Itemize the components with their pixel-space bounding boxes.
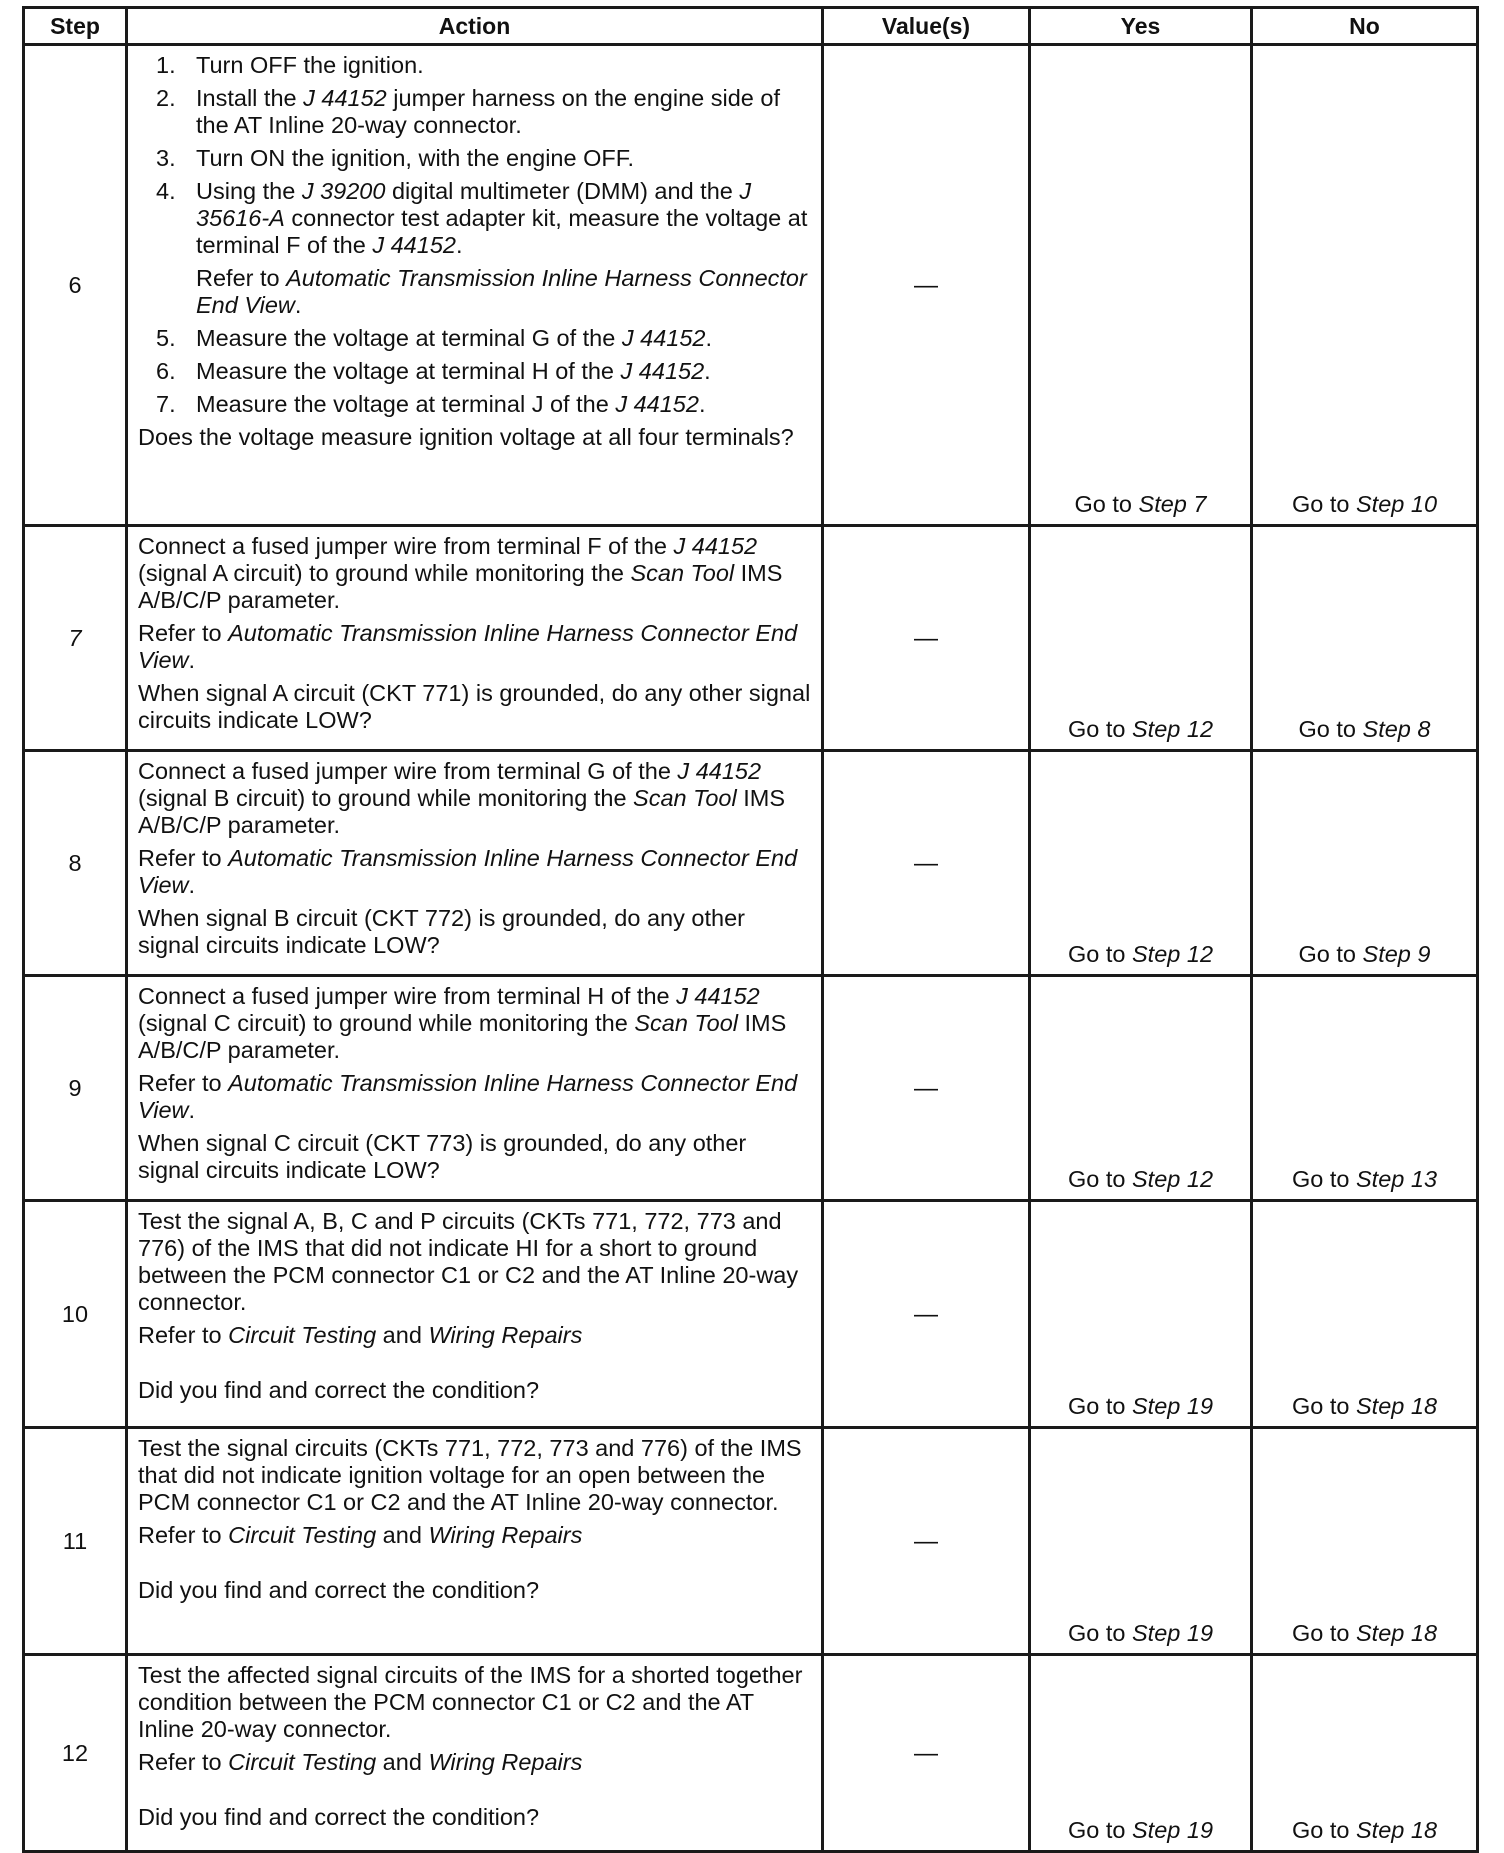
value-cell: — [823, 1655, 1030, 1852]
no-result-emphasis: Step 18 [1356, 1393, 1438, 1419]
action-paragraph-text: Refer to [138, 845, 229, 871]
action-paragraph-text: . [188, 647, 196, 673]
procedure-step-text: . [705, 325, 713, 351]
action-paragraph-emphasis: Circuit Testing [228, 1322, 377, 1348]
no-result [1252, 1201, 1478, 1428]
procedure-step-number: 6. [156, 358, 176, 384]
no-result-emphasis: Step 13 [1356, 1166, 1438, 1192]
action-cell [127, 526, 823, 751]
action-paragraph-text: Refer to [138, 1322, 229, 1348]
action-paragraph-emphasis: Scan Tool [630, 560, 735, 586]
value-cell: — [823, 526, 1030, 751]
no-result-text: Go to [1291, 1620, 1356, 1646]
value-cell: — [823, 1201, 1030, 1428]
no-result-text: Go to [1298, 941, 1363, 967]
header-action: Action [127, 8, 823, 45]
procedure-note-emphasis: Automatic Transmission Inline Harness Connector End View [196, 265, 807, 318]
action-paragraph-emphasis: Circuit Testing [228, 1749, 377, 1775]
action-paragraph-emphasis: Automatic Transmission Inline Harness Connector End View [138, 1070, 798, 1123]
yes-result [1030, 1428, 1252, 1655]
no-result-text: Go to [1298, 716, 1363, 742]
header-row [24, 8, 1478, 45]
action-paragraph-text: When signal A circuit (CKT 771) is grounded, do any other signal circuits indicate LOW? [138, 680, 811, 733]
procedure-step-text: Install the [196, 85, 304, 111]
procedure-step-emphasis: J 44152 [621, 325, 706, 351]
table-body [24, 45, 1478, 1852]
value-cell: — [823, 45, 1030, 526]
procedure-note-text: Refer to [196, 265, 287, 291]
procedure-step-text: . [455, 232, 463, 258]
action-cell [127, 1201, 823, 1428]
action-paragraph-text: Refer to [138, 1070, 229, 1096]
action-paragraph-emphasis: J 44152 [676, 983, 760, 1009]
action-paragraph [138, 1577, 811, 1604]
procedure-step [138, 52, 811, 79]
action-paragraph [138, 1070, 811, 1124]
yes-result [1030, 526, 1252, 751]
procedure-step-emphasis: J 35616-A [196, 178, 752, 231]
diagnostic-table [22, 6, 1479, 1853]
header-step: Step [24, 8, 127, 45]
procedure-step-emphasis: J 44152 [620, 358, 705, 384]
action-paragraph [138, 424, 811, 451]
yes-result-text: Go to [1067, 1817, 1132, 1843]
action-paragraph-text: (signal C circuit) to ground while monitoring the [138, 1010, 635, 1036]
procedure-step-emphasis: J 39200 [301, 178, 386, 204]
action-paragraph-text: Did you find and correct the condition? [138, 1577, 540, 1603]
yes-result [1030, 976, 1252, 1201]
action-paragraph [138, 533, 811, 614]
no-result-text: Go to [1291, 1393, 1356, 1419]
action-paragraph-emphasis: Scan Tool [634, 1010, 738, 1036]
procedure-note [196, 265, 811, 319]
action-paragraph-text: and [376, 1322, 429, 1348]
table-row [24, 751, 1478, 976]
header-no: No [1252, 8, 1478, 45]
procedure-step-text: connector test adapter kit, measure the voltage at terminal F of the [196, 205, 808, 258]
action-cell [127, 1428, 823, 1655]
procedure-step-text: . [698, 391, 706, 417]
procedure-step-text: digital multimeter (DMM) and the [385, 178, 740, 204]
value-cell: — [823, 751, 1030, 976]
action-paragraph-text: Test the signal A, B, C and P circuits (CKTs 771, 772, 773 and 776) of the IMS that did not indicate HI for a short to ground between the PCM connector C1 or C2 and the AT Inline 20-way connector. [138, 1208, 799, 1315]
action-paragraph-text: Does the voltage measure ignition voltage at all four terminals? [138, 424, 794, 450]
action-paragraph [138, 680, 811, 734]
action-cell [127, 1655, 823, 1852]
action-paragraph-text: Test the affected signal circuits of the IMS for a shorted together condition between the PCM connector C1 or C2 and the AT Inline 20-way connector. [138, 1662, 803, 1742]
action-paragraph-emphasis: Wiring Repairs [428, 1322, 583, 1348]
action-paragraph-text: IMS A/B/C/P parameter. [138, 785, 786, 838]
action-paragraph-emphasis: J 44152 [673, 533, 758, 559]
action-paragraph-text: Refer to [138, 1749, 229, 1775]
spacer [138, 1555, 811, 1577]
no-result-emphasis: Step 9 [1362, 941, 1431, 967]
procedure-step-number: 7. [156, 391, 176, 417]
procedure-step-emphasis: J 44152 [303, 85, 387, 111]
action-paragraph-text: Connect a fused jumper wire from terminal G of the [138, 758, 678, 784]
no-result-emphasis: Step 18 [1356, 1620, 1438, 1646]
procedure-step-number: 1. [156, 52, 176, 78]
action-paragraph [138, 758, 811, 839]
procedure-step [138, 178, 811, 259]
step-number: 9 [24, 976, 127, 1201]
yes-result-emphasis: Step 7 [1138, 491, 1207, 517]
value-cell: — [823, 976, 1030, 1201]
procedure-step-number: 2. [156, 85, 176, 111]
procedure-step-text: Turn OFF the ignition. [196, 52, 424, 78]
procedure-step [138, 358, 811, 385]
value-cell: — [823, 1428, 1030, 1655]
action-paragraph-text: . [188, 1097, 196, 1123]
yes-result-emphasis: Step 19 [1132, 1817, 1214, 1843]
action-paragraph [138, 1322, 811, 1349]
action-paragraph-emphasis: Automatic Transmission Inline Harness Connector End View [138, 845, 798, 898]
action-cell [127, 45, 823, 526]
procedure-step-text: Measure the voltage at terminal J of the [196, 391, 616, 417]
no-result-emphasis: Step 10 [1356, 491, 1438, 517]
no-result-emphasis: Step 8 [1362, 716, 1431, 742]
action-paragraph-text: (signal B circuit) to ground while monitoring the [138, 785, 634, 811]
action-paragraph-text: and [376, 1749, 429, 1775]
table-row [24, 1655, 1478, 1852]
yes-result [1030, 1655, 1252, 1852]
action-paragraph-emphasis: Scan Tool [633, 785, 737, 811]
action-paragraph-text: (signal A circuit) to ground while monitoring the [138, 560, 631, 586]
yes-result-text: Go to [1067, 716, 1132, 742]
action-paragraph [138, 1208, 811, 1316]
spacer [138, 1782, 811, 1804]
no-result [1252, 1655, 1478, 1852]
yes-result-emphasis: Step 19 [1132, 1393, 1214, 1419]
procedure-note-text: . [294, 292, 302, 318]
procedure-step-number: 4. [156, 178, 176, 204]
action-paragraph [138, 905, 811, 959]
no-result [1252, 45, 1478, 526]
action-paragraph-emphasis: Automatic Transmission Inline Harness Connector End View [138, 620, 798, 673]
no-result [1252, 526, 1478, 751]
procedure-step-text: . [704, 358, 711, 384]
action-paragraph [138, 1435, 811, 1516]
action-cell [127, 976, 823, 1201]
action-paragraph-text: IMS A/B/C/P parameter. [138, 1010, 787, 1063]
yes-result-emphasis: Step 12 [1132, 941, 1214, 967]
action-paragraph-emphasis: J 44152 [677, 758, 762, 784]
action-paragraph-emphasis: Wiring Repairs [428, 1522, 583, 1548]
procedure-step-number: 3. [156, 145, 176, 171]
action-paragraph [138, 1522, 811, 1549]
step-number: 8 [24, 751, 127, 976]
action-paragraph [138, 983, 811, 1064]
procedure-step [138, 325, 811, 352]
no-result-text: Go to [1291, 1166, 1356, 1192]
yes-result-text: Go to [1067, 1393, 1132, 1419]
no-result-text: Go to [1291, 491, 1356, 517]
yes-result-text: Go to [1067, 941, 1132, 967]
yes-result [1030, 45, 1252, 526]
table-row [24, 1201, 1478, 1428]
action-paragraph-text: Test the signal circuits (CKTs 771, 772, 773 and 776) of the IMS that did not indicate ignition voltage for an open between the PCM connector C1 or C2 and the AT Inline 20-way connector. [138, 1435, 802, 1515]
diagnostic-table-page [22, 6, 1476, 1853]
header-yes: Yes [1030, 8, 1252, 45]
yes-result-emphasis: Step 12 [1132, 716, 1214, 742]
action-paragraph-emphasis: Circuit Testing [228, 1522, 377, 1548]
table-row [24, 976, 1478, 1201]
action-paragraph-text: Refer to [138, 620, 229, 646]
action-cell [127, 751, 823, 976]
action-paragraph [138, 1130, 811, 1184]
no-result [1252, 976, 1478, 1201]
procedure-step-text: Measure the voltage at terminal G of the [196, 325, 622, 351]
action-paragraph [138, 1749, 811, 1776]
procedure-list [138, 52, 811, 418]
procedure-step-emphasis: J 44152 [372, 232, 456, 258]
action-paragraph [138, 620, 811, 674]
yes-result-emphasis: Step 19 [1132, 1620, 1214, 1646]
procedure-step [138, 391, 811, 418]
procedure-step-text: jumper harness on the engine side of the AT Inline 20-way connector. [196, 85, 780, 138]
procedure-step-text: Measure the voltage at terminal H of the [196, 358, 621, 384]
procedure-step [138, 85, 811, 139]
step-number: 12 [24, 1655, 127, 1852]
yes-result [1030, 751, 1252, 976]
no-result [1252, 751, 1478, 976]
action-paragraph-text: IMS A/B/C/P parameter. [138, 560, 783, 613]
procedure-step-emphasis: J 44152 [615, 391, 699, 417]
yes-result [1030, 1201, 1252, 1428]
step-number: 7 [24, 526, 127, 751]
no-result [1252, 1428, 1478, 1655]
procedure-step [138, 145, 811, 172]
action-paragraph-emphasis: Wiring Repairs [428, 1749, 583, 1775]
spacer [138, 1355, 811, 1377]
action-paragraph-text: . [188, 872, 196, 898]
action-paragraph-text: and [376, 1522, 429, 1548]
step-number: 10 [24, 1201, 127, 1428]
action-paragraph-text: Did you find and correct the condition? [138, 1377, 540, 1403]
table-row [24, 45, 1478, 526]
action-paragraph-text: When signal B circuit (CKT 772) is grounded, do any other signal circuits indicate LOW? [138, 905, 745, 958]
action-paragraph [138, 845, 811, 899]
procedure-step-number: 5. [156, 325, 176, 351]
header-values: Value(s) [823, 8, 1030, 45]
table-row [24, 1428, 1478, 1655]
action-paragraph-text: Connect a fused jumper wire from terminal F of the [138, 533, 674, 559]
action-paragraph [138, 1662, 811, 1743]
action-paragraph-text: Refer to [138, 1522, 229, 1548]
action-paragraph-text: Did you find and correct the condition? [138, 1804, 540, 1830]
no-result-emphasis: Step 18 [1356, 1817, 1438, 1843]
table-row [24, 526, 1478, 751]
action-paragraph [138, 1804, 811, 1831]
step-number: 6 [24, 45, 127, 526]
action-paragraph [138, 1377, 811, 1404]
yes-result-emphasis: Step 12 [1132, 1166, 1214, 1192]
no-result-text: Go to [1291, 1817, 1356, 1843]
step-number: 11 [24, 1428, 127, 1655]
yes-result-text: Go to [1067, 1166, 1132, 1192]
yes-result-text: Go to [1074, 491, 1139, 517]
procedure-step-text: Using the [196, 178, 302, 204]
procedure-step-text: Turn ON the ignition, with the engine OFF. [196, 145, 635, 171]
action-paragraph-text: Connect a fused jumper wire from terminal H of the [138, 983, 677, 1009]
yes-result-text: Go to [1067, 1620, 1132, 1646]
action-paragraph-text: When signal C circuit (CKT 773) is grounded, do any other signal circuits indicate LOW? [138, 1130, 747, 1183]
